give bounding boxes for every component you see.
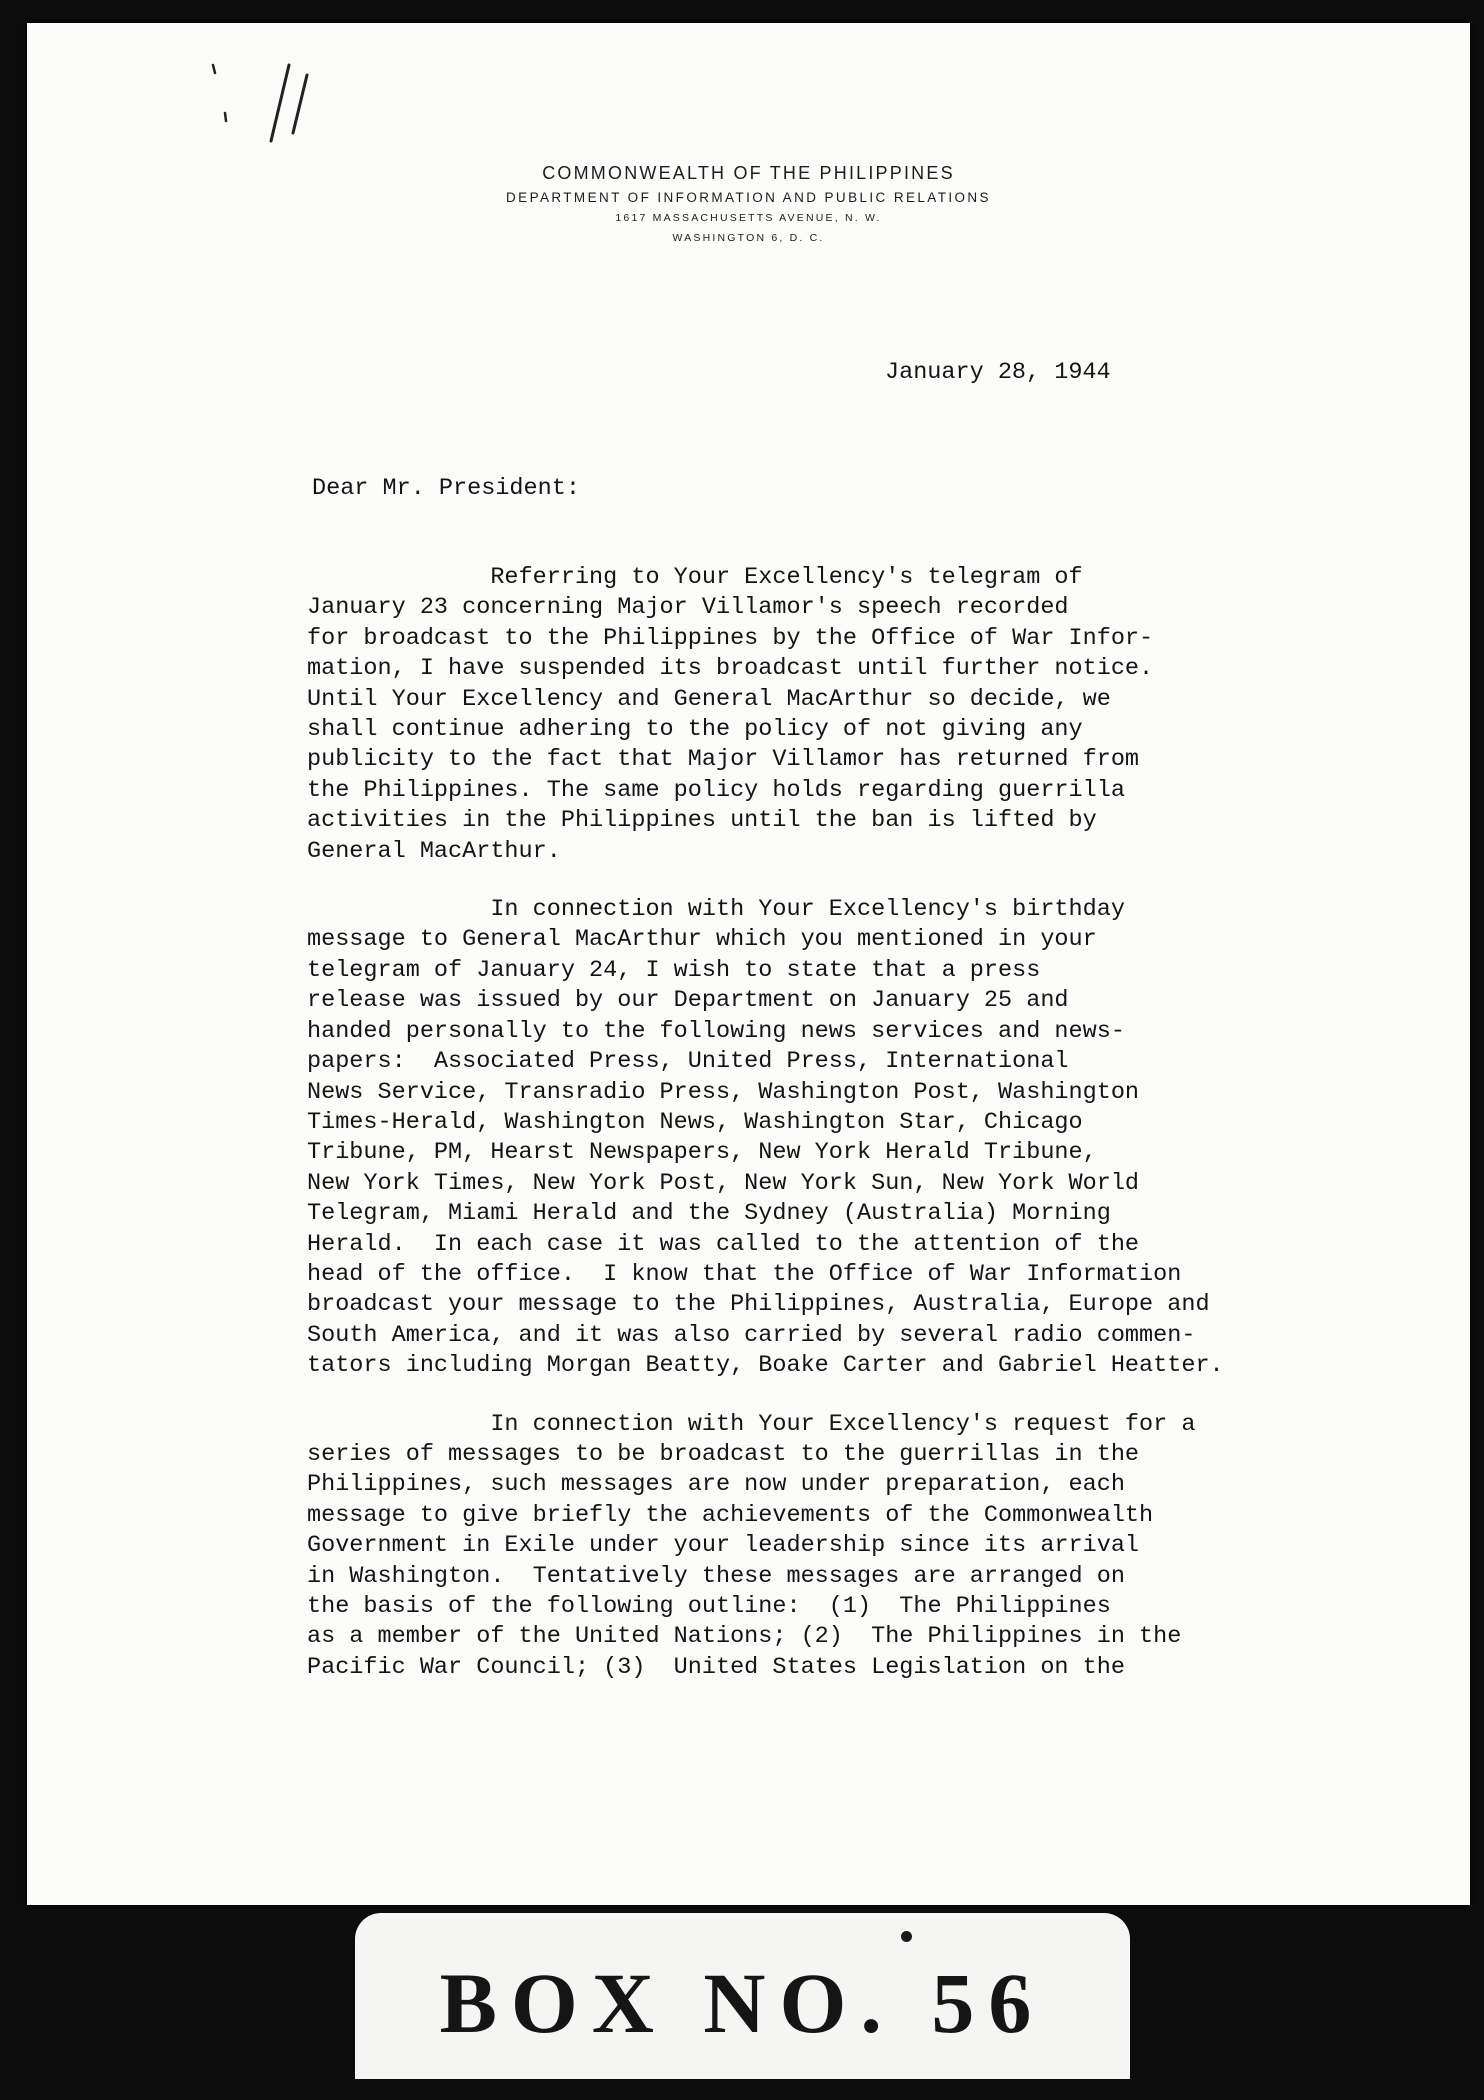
text-line: papers: Associated Press, United Press, International: [307, 1048, 1069, 1076]
text-line: the basis of the following outline: (1) The Philippines: [307, 1593, 1111, 1620]
text-line: message to General MacArthur which you mentioned in your: [307, 926, 1097, 954]
text-line: in Washington. Tentatively these messages are arranged on: [307, 1562, 1125, 1590]
text-line: Herald. In each case it was called to the attention of the: [307, 1230, 1140, 1258]
text-line: message to give briefly the achievements of the Commonwealth: [307, 1501, 1154, 1529]
text-line: Times-Herald, Washington News, Washington Star, Chicago: [307, 1108, 1083, 1136]
salutation: Dear Mr. President:: [312, 475, 580, 502]
text-line: as a member of the United Nations; (2) The Philippines in the: [307, 1623, 1182, 1651]
letterhead-government: COMMONWEALTH OF THE PHILIPPINES: [542, 163, 955, 183]
text-line: January 23 concerning Major Villamor's speech recorded: [307, 594, 1069, 622]
text-line: In connection with Your Excellency's request for a: [307, 1410, 1196, 1438]
text-line: South America, and it was also carried by several radio commen-: [307, 1321, 1196, 1349]
text-line: tators including Morgan Beatty, Boake Carter and Gabriel Heatter.: [307, 1352, 1224, 1380]
paragraph-2: [307, 895, 1307, 1382]
text-line: Telegram, Miami Herald and the Sydney (Australia) Morning: [307, 1200, 1111, 1228]
text-line: News Service, Transradio Press, Washington Post, Washington: [307, 1078, 1140, 1106]
letterhead-department: DEPARTMENT OF INFORMATION AND PUBLIC RELATIONS: [506, 190, 991, 205]
text-line: Pacific War Council; (3) United States Legislation on the: [307, 1653, 1125, 1681]
text-line: shall continue adhering to the policy of not giving any: [307, 716, 1083, 744]
text-line: telegram of January 24, I wish to state that a press: [307, 956, 1041, 984]
text-line: General MacArthur.: [307, 837, 561, 865]
text-line: Tribune, PM, Hearst Newspapers, New York Herald Tribune,: [307, 1139, 1097, 1167]
paragraph-1: [307, 563, 1307, 867]
text-line: series of messages to be broadcast to the guerrillas in the: [307, 1440, 1140, 1468]
letterhead-street-address: 1617 MASSACHUSETTS AVENUE, N. W.: [615, 212, 882, 224]
text-line: handed personally to the following news services and news-: [307, 1017, 1125, 1045]
text-line: Philippines, such messages are now under preparation, each: [307, 1471, 1125, 1499]
letter-body: [307, 563, 1307, 1711]
letterhead: [27, 163, 1470, 252]
text-line: Government in Exile under your leadership since its arrival: [307, 1532, 1140, 1560]
letter-page: [27, 23, 1470, 1905]
text-line: head of the office. I know that the Office of War Information: [307, 1260, 1182, 1288]
text-line: broadcast your message to the Philippines, Australia, Europe and: [307, 1291, 1210, 1319]
handwritten-mark-icon: [197, 43, 317, 153]
archive-box-label: BOX NO. 56: [355, 1913, 1130, 2079]
text-line: for broadcast to the Philippines by the Office of War Infor-: [307, 624, 1154, 652]
text-line: New York Times, New York Post, New York Sun, New York World: [307, 1169, 1140, 1197]
text-line: the Philippines. The same policy holds regarding guerrilla: [307, 776, 1125, 804]
text-line: publicity to the fact that Major Villamor has returned from: [307, 746, 1140, 774]
text-line: Referring to Your Excellency's telegram of: [307, 564, 1083, 591]
letterhead-city: WASHINGTON 6, D. C.: [672, 232, 825, 244]
paragraph-3: [307, 1410, 1307, 1684]
text-line: release was issued by our Department on January 25 and: [307, 987, 1069, 1015]
letter-date: January 28, 1944: [885, 359, 1111, 386]
text-line: Until Your Excellency and General MacArthur so decide, we: [307, 685, 1111, 713]
text-line: activities in the Philippines until the ban is lifted by: [307, 807, 1097, 835]
label-dot: [901, 1931, 912, 1942]
text-line: mation, I have suspended its broadcast until further notice.: [307, 655, 1154, 683]
text-line: In connection with Your Excellency's birthday: [307, 896, 1125, 924]
